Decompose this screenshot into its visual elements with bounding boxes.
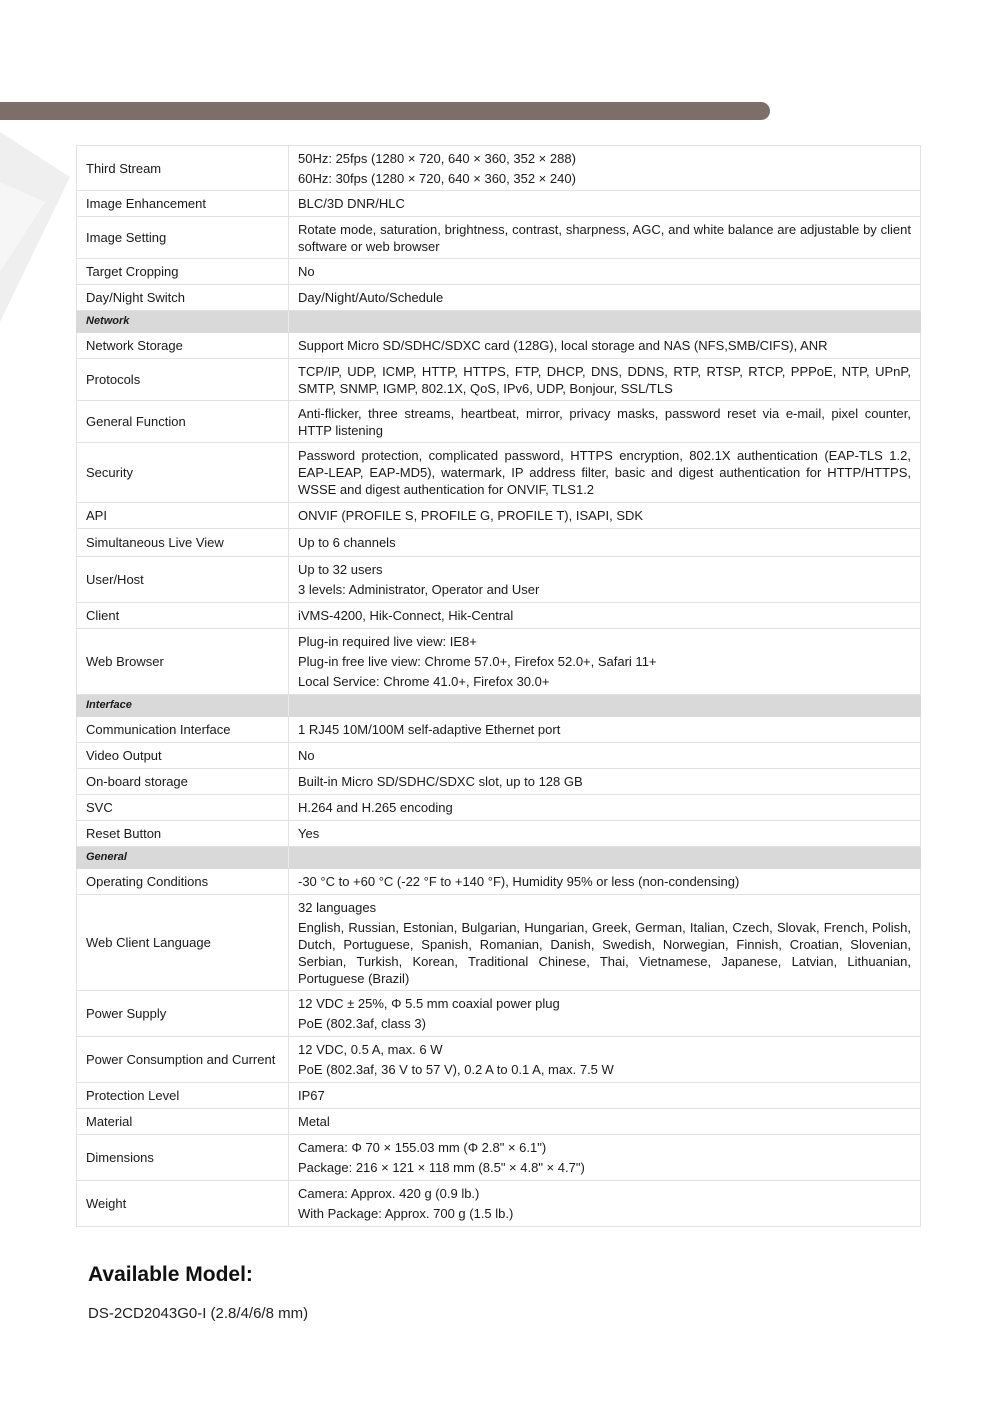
- spec-row: [77, 146, 921, 191]
- spec-label: Material: [77, 1109, 289, 1135]
- section-spacer: [289, 847, 921, 869]
- spec-value-line: English, Russian, Estonian, Bulgarian, Hungarian, Greek, German, Italian, Czech, Slovak, French, Polish, Dutch, Portuguese, Spanish, Romanian, Danish, Swedish, Norwegian, Finnish, Croatian, Slovenian, Serbian, Turkish, Korean, Traditional Chinese, Thai, Vietnamese, Japanese, Latvian, Lithuanian, Portuguese (Brazil): [298, 919, 911, 986]
- spec-value: [289, 333, 921, 359]
- spec-value: [289, 603, 921, 629]
- decorative-star-shape: [0, 122, 80, 322]
- spec-value-line: Metal: [298, 1114, 330, 1129]
- spec-label: Protocols: [77, 359, 289, 401]
- spec-label: Web Browser: [77, 629, 289, 695]
- spec-value-line: Support Micro SD/SDHC/SDXC card (128G), local storage and NAS (NFS,SMB/CIFS), ANR: [298, 338, 828, 353]
- spec-row: [77, 743, 921, 769]
- spec-value-line: PoE (802.3af, 36 V to 57 V), 0.2 A to 0.1 A, max. 7.5 W: [298, 1062, 614, 1077]
- spec-row: [77, 359, 921, 401]
- section-spacer: [289, 695, 921, 717]
- spec-value-line: Plug-in free live view: Chrome 57.0+, Firefox 52.0+, Safari 11+: [298, 654, 657, 669]
- spec-label: Day/Night Switch: [77, 285, 289, 311]
- section-title: General: [77, 847, 289, 869]
- spec-value: [289, 557, 921, 603]
- spec-value-line: 12 VDC, 0.5 A, max. 6 W: [298, 1042, 443, 1057]
- spec-value-line: 12 VDC ± 25%, Φ 5.5 mm coaxial power plug: [298, 996, 560, 1011]
- spec-value-line: Up to 32 users: [298, 562, 383, 577]
- spec-label: Network Storage: [77, 333, 289, 359]
- spec-value: [289, 991, 921, 1037]
- section-title: Network: [77, 311, 289, 333]
- header-decorative-bar: [0, 102, 770, 120]
- spec-value-line: Camera: Approx. 420 g (0.9 lb.): [298, 1186, 480, 1201]
- spec-row: [77, 1083, 921, 1109]
- spec-label: Target Cropping: [77, 259, 289, 285]
- spec-value-line: TCP/IP, UDP, ICMP, HTTP, HTTPS, FTP, DHCP, DNS, DDNS, RTP, RTSP, RTCP, PPPoE, NTP, UPnP, SMTP, SNMP, IGMP, 802.1X, QoS, IPv6, UDP, Bonjour, SSL/TLS: [298, 363, 911, 396]
- spec-row: [77, 821, 921, 847]
- spec-label: Protection Level: [77, 1083, 289, 1109]
- section-header: [77, 847, 921, 869]
- spec-label: Image Enhancement: [77, 191, 289, 217]
- spec-value: [289, 769, 921, 795]
- spec-value: [289, 717, 921, 743]
- spec-value-line: Local Service: Chrome 41.0+, Firefox 30.0+: [298, 674, 550, 689]
- section-spacer: [289, 311, 921, 333]
- section-header: [77, 695, 921, 717]
- spec-value: [289, 217, 921, 259]
- spec-row: [77, 795, 921, 821]
- available-model-title: Available Model:: [88, 1263, 253, 1286]
- spec-value-line: 50Hz: 25fps (1280 × 720, 640 × 360, 352 × 288): [298, 150, 576, 166]
- spec-label: Power Consumption and Current: [77, 1037, 289, 1083]
- spec-value-line: Plug-in required live view: IE8+: [298, 634, 477, 649]
- spec-value: [289, 1181, 921, 1227]
- spec-row: [77, 1037, 921, 1083]
- spec-label: General Function: [77, 401, 289, 443]
- spec-value-line: Day/Night/Auto/Schedule: [298, 290, 444, 305]
- spec-label: Image Setting: [77, 217, 289, 259]
- section-header: [77, 311, 921, 333]
- spec-label: Client: [77, 603, 289, 629]
- spec-label: Simultaneous Live View: [77, 529, 289, 557]
- spec-value-line: Package: 216 × 121 × 118 mm (8.5" × 4.8" × 4.7"): [298, 1160, 585, 1175]
- spec-value: [289, 191, 921, 217]
- spec-label: Reset Button: [77, 821, 289, 847]
- spec-value-line: Anti-flicker, three streams, heartbeat, mirror, privacy masks, password reset via e-mail, pixel counter, HTTP listening: [298, 405, 911, 438]
- spec-row: [77, 503, 921, 529]
- spec-value: [289, 443, 921, 503]
- spec-value: [289, 359, 921, 401]
- spec-value-line: No: [298, 748, 315, 763]
- spec-label: Security: [77, 443, 289, 503]
- spec-value: [289, 529, 921, 557]
- spec-row: [77, 629, 921, 695]
- spec-row: [77, 603, 921, 629]
- spec-value-line: Up to 6 channels: [298, 535, 396, 550]
- spec-row: [77, 769, 921, 795]
- spec-row: [77, 191, 921, 217]
- spec-row: [77, 895, 921, 991]
- spec-value-line: 32 languages: [298, 899, 377, 915]
- spec-value-line: ONVIF (PROFILE S, PROFILE G, PROFILE T), ISAPI, SDK: [298, 508, 644, 523]
- spec-value-line: IP67: [298, 1088, 325, 1103]
- spec-label: Power Supply: [77, 991, 289, 1037]
- spec-value: [289, 503, 921, 529]
- spec-value-line: iVMS-4200, Hik-Connect, Hik-Central: [298, 608, 514, 623]
- spec-row: [77, 717, 921, 743]
- spec-label: User/Host: [77, 557, 289, 603]
- spec-row: [77, 333, 921, 359]
- spec-value: [289, 895, 921, 991]
- spec-label: Video Output: [77, 743, 289, 769]
- spec-value: [289, 1109, 921, 1135]
- spec-label: Operating Conditions: [77, 869, 289, 895]
- spec-row: [77, 285, 921, 311]
- spec-value-line: H.264 and H.265 encoding: [298, 800, 453, 815]
- spec-row: [77, 1135, 921, 1181]
- spec-value: [289, 259, 921, 285]
- spec-value-line: 1 RJ45 10M/100M self-adaptive Ethernet port: [298, 722, 561, 737]
- spec-row: [77, 991, 921, 1037]
- spec-value: [289, 146, 921, 191]
- spec-label: Communication Interface: [77, 717, 289, 743]
- spec-value: [289, 285, 921, 311]
- spec-value: [289, 401, 921, 443]
- spec-value-line: Password protection, complicated password, HTTPS encryption, 802.1X authentication (EAP-TLS 1.2, EAP-LEAP, EAP-MD5), watermark, IP address filter, basic and digest authentication for HTTP/HTTPS, WSSE and digest authentication for ONVIF, TLS1.2: [298, 448, 911, 497]
- spec-value-line: Built-in Micro SD/SDHC/SDXC slot, up to 128 GB: [298, 774, 583, 789]
- spec-value: [289, 1083, 921, 1109]
- spec-value: [289, 629, 921, 695]
- spec-row: [77, 217, 921, 259]
- spec-value: [289, 1037, 921, 1083]
- spec-row: [77, 869, 921, 895]
- spec-label: SVC: [77, 795, 289, 821]
- spec-value-line: 60Hz: 30fps (1280 × 720, 640 × 360, 352 × 240): [298, 170, 576, 186]
- spec-value-line: With Package: Approx. 700 g (1.5 lb.): [298, 1206, 514, 1221]
- spec-value: [289, 821, 921, 847]
- spec-value-line: BLC/3D DNR/HLC: [298, 196, 405, 211]
- spec-value-line: Rotate mode, saturation, brightness, contrast, sharpness, AGC, and white balance are adjustable by client software or web browser: [298, 221, 911, 254]
- spec-label: On-board storage: [77, 769, 289, 795]
- spec-label: Web Client Language: [77, 895, 289, 991]
- spec-value-line: PoE (802.3af, class 3): [298, 1016, 426, 1031]
- spec-value-line: -30 °C to +60 °C (-22 °F to +140 °F), Humidity 95% or less (non-condensing): [298, 874, 740, 889]
- spec-label: Weight: [77, 1181, 289, 1227]
- spec-row: [77, 557, 921, 603]
- spec-row: [77, 401, 921, 443]
- spec-row: [77, 1109, 921, 1135]
- spec-row: [77, 443, 921, 503]
- spec-value-line: No: [298, 264, 315, 279]
- spec-value: [289, 869, 921, 895]
- spec-value-line: 3 levels: Administrator, Operator and User: [298, 582, 540, 597]
- spec-label: Third Stream: [77, 146, 289, 191]
- spec-value-line: Yes: [298, 826, 320, 841]
- specification-table: [76, 145, 921, 1227]
- spec-label: Dimensions: [77, 1135, 289, 1181]
- spec-row: [77, 259, 921, 285]
- spec-label: API: [77, 503, 289, 529]
- spec-row: [77, 529, 921, 557]
- model-item: DS-2CD2043G0-I (2.8/4/6/8 mm): [88, 1305, 309, 1322]
- section-title: Interface: [77, 695, 289, 717]
- spec-value-line: Camera: Φ 70 × 155.03 mm (Φ 2.8" × 6.1"): [298, 1140, 547, 1155]
- spec-row: [77, 1181, 921, 1227]
- spec-value: [289, 795, 921, 821]
- spec-value: [289, 1135, 921, 1181]
- spec-value: [289, 743, 921, 769]
